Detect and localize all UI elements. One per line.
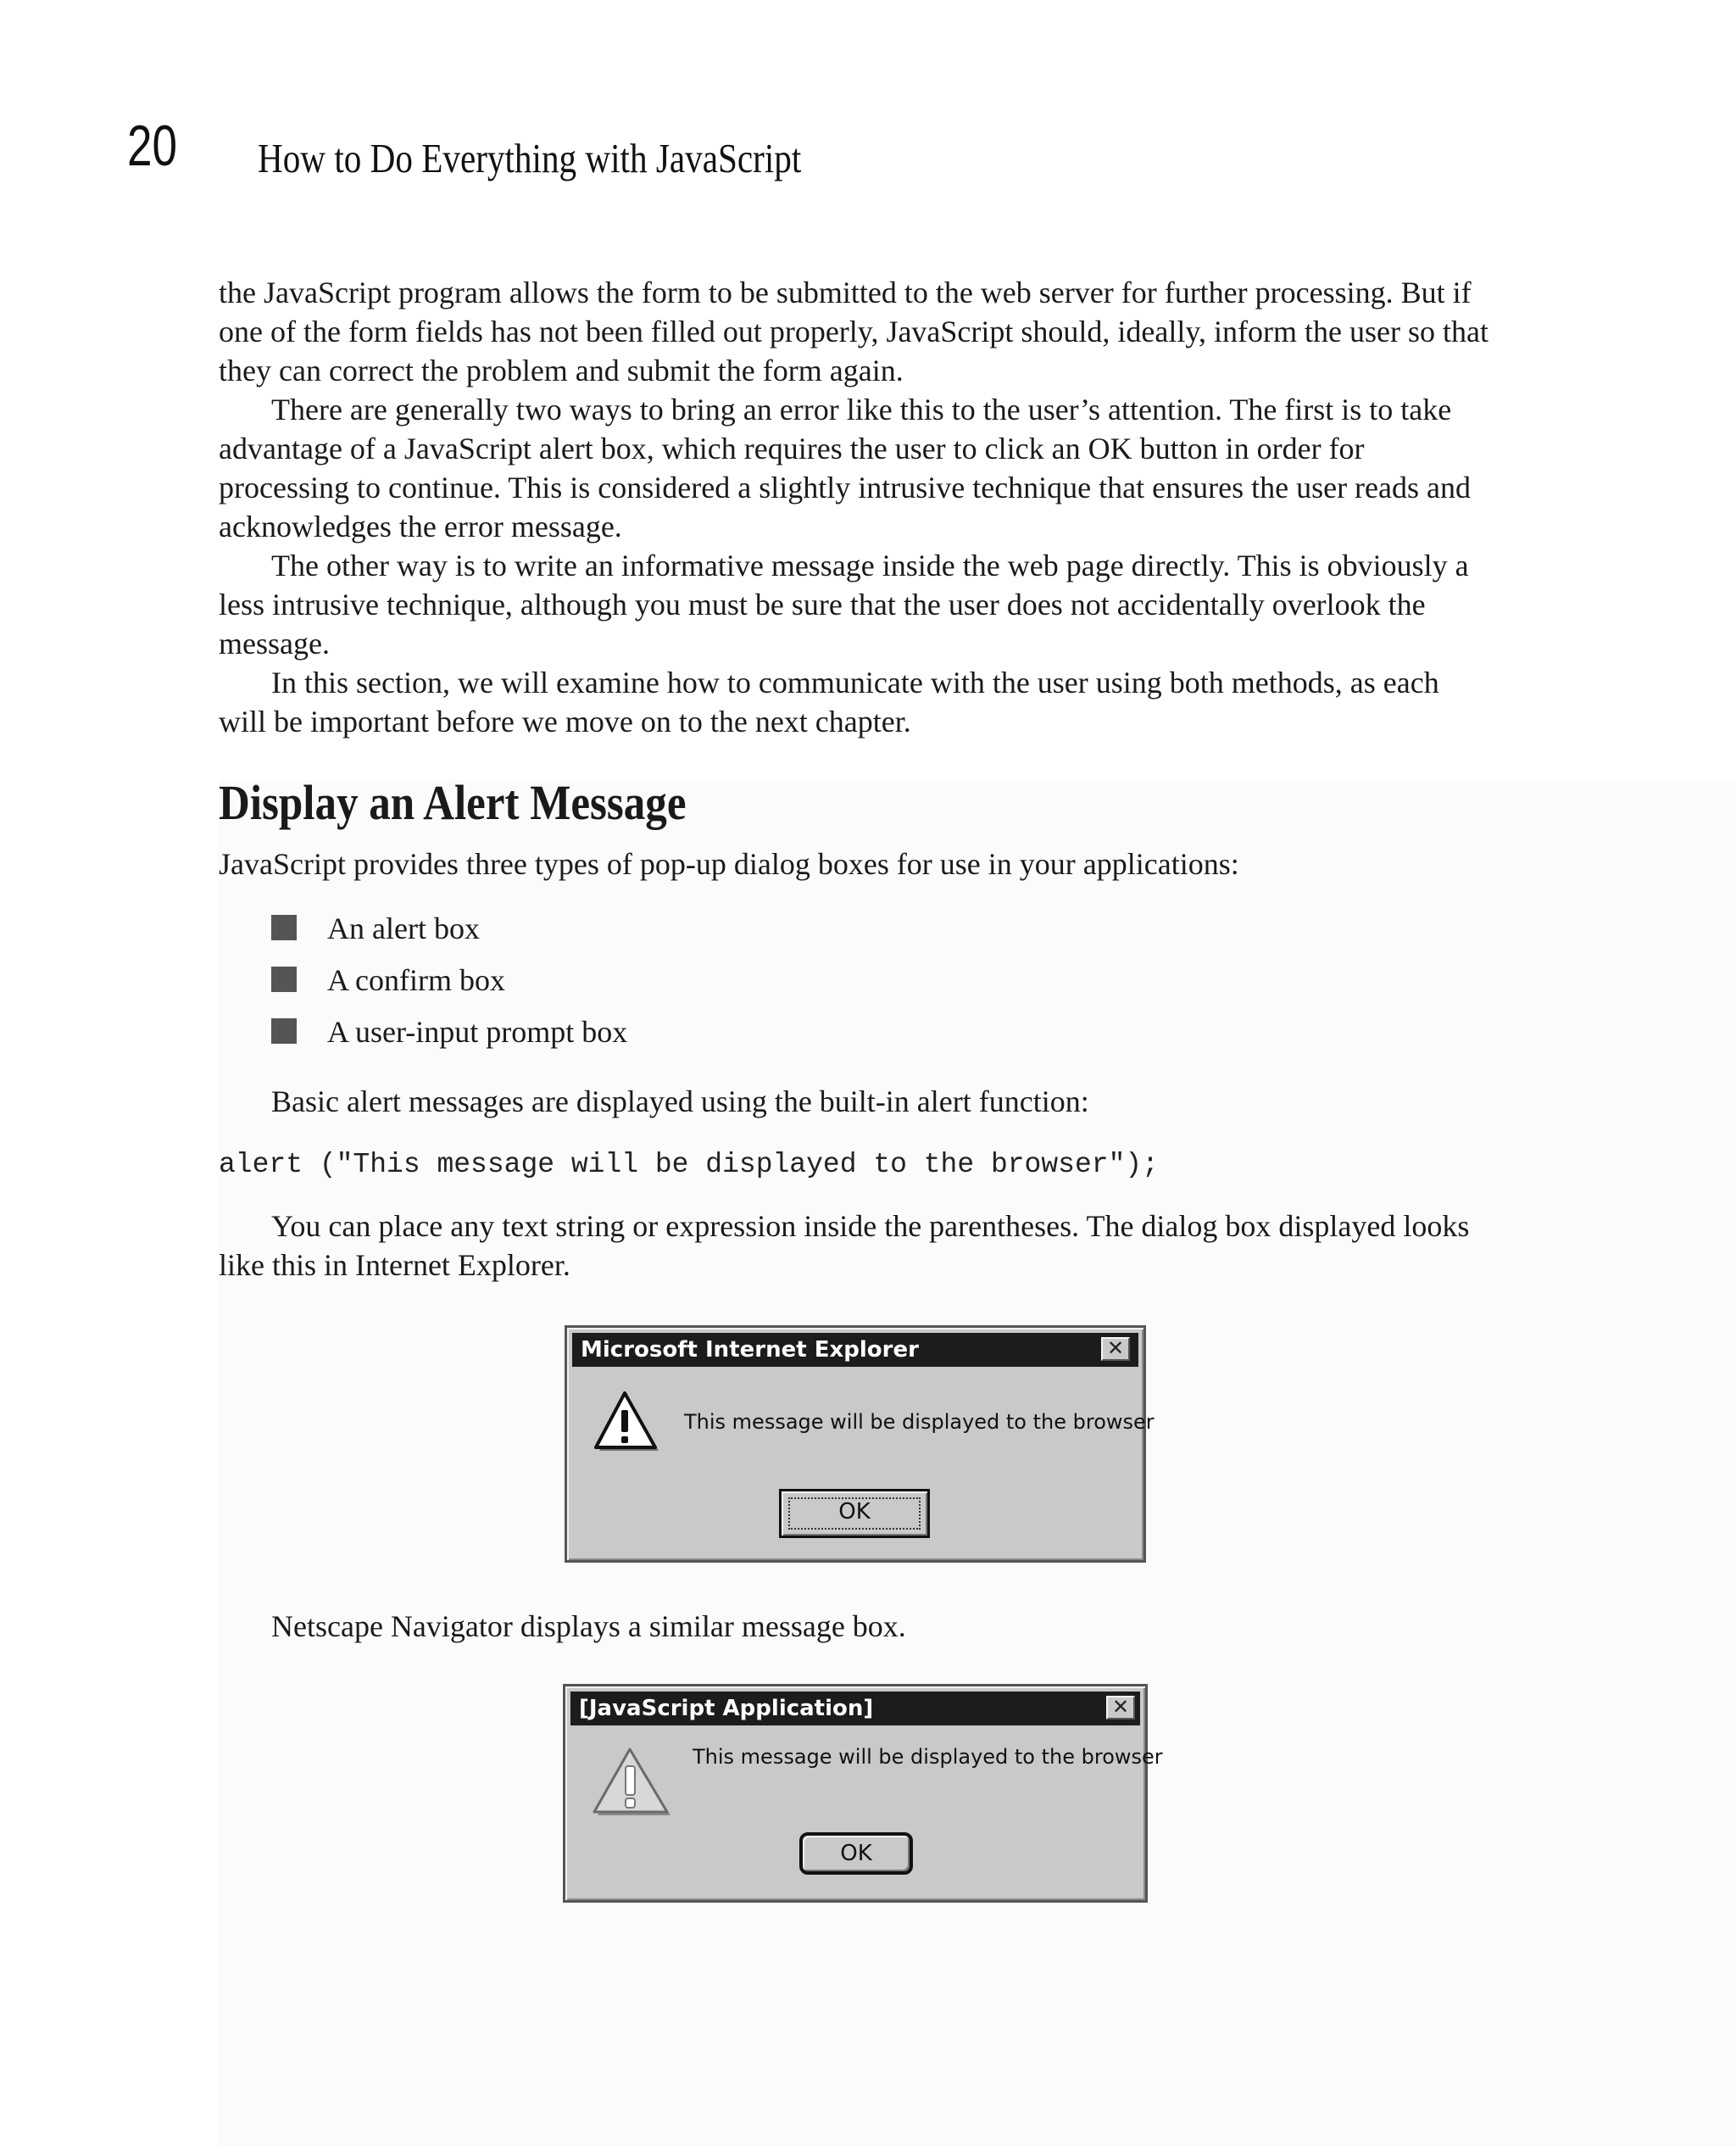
ie-alert-dialog — [565, 1325, 1155, 1563]
section-heading: Display an Alert Message — [219, 775, 687, 830]
close-icon[interactable]: ✕ — [1106, 1696, 1135, 1720]
square-bullet-icon — [271, 967, 297, 992]
dialog-title: Microsoft Internet Explorer — [581, 1337, 919, 1363]
list-item-label: A confirm box — [327, 963, 505, 997]
list-item — [271, 1012, 627, 1064]
square-bullet-icon — [271, 915, 297, 940]
basic-alert-text: Basic alert messages are displayed using the built-in alert function: — [271, 1084, 1089, 1118]
netscape-alert-dialog — [563, 1684, 1163, 1903]
dialog-title: [JavaScript Application] — [579, 1696, 874, 1721]
list-item — [271, 961, 627, 1012]
paragraph: The other way is to write an informative message inside the web page directly. This is obviously a less intrusive technique, although you must be sure that the user does not accidentally overlook the message. — [219, 549, 1469, 661]
section-intro: JavaScript provides three types of pop-up dialog boxes for use in your applications: — [219, 847, 1239, 881]
ok-button[interactable]: OK — [799, 1832, 913, 1875]
after-code-paragraph: You can place any text string or expression inside the parentheses. The dialog box displayed looks like this in Internet Explorer. — [219, 1209, 1470, 1282]
list-item-label: An alert box — [327, 911, 480, 945]
dialog-message: This message will be displayed to the browser — [693, 1745, 1163, 1769]
running-head: How to Do Everything with JavaScript — [258, 135, 802, 181]
warning-icon — [591, 1744, 676, 1820]
dialog-titlebar — [572, 1333, 1138, 1367]
bullet-list — [271, 909, 627, 1064]
dialog-titlebar — [570, 1692, 1140, 1725]
square-bullet-icon — [271, 1018, 297, 1044]
paragraph: the JavaScript program allows the form to be submitted to the web server for further processing. But if one of the form fields has not been filled out properly, JavaScript should, ideally, inform the user so that they can correct the problem and submit the form again. — [219, 276, 1488, 387]
body-text-block — [219, 273, 1490, 741]
code-sample: alert ("This message will be displayed to the browser"); — [219, 1149, 1159, 1180]
list-item — [271, 909, 627, 961]
list-item-label: A user-input prompt box — [327, 1015, 628, 1049]
paragraph: There are generally two ways to bring an error like this to the user’s attention. The first is to take advantage of a JavaScript alert box, which requires the user to click an OK button in order for processing to continue. This is considered a slightly intrusive technique that ensures the user reads and acknowledges the error message. — [219, 393, 1471, 543]
page-number: 20 — [127, 114, 177, 178]
paragraph: In this section, we will examine how to communicate with the user using both methods, as each will be important before we move on to the next chapter. — [219, 666, 1439, 739]
ok-button-label: OK — [788, 1497, 921, 1530]
ok-button[interactable] — [779, 1489, 930, 1538]
close-icon[interactable]: ✕ — [1101, 1337, 1130, 1361]
netscape-caption: Netscape Navigator displays a similar message box. — [271, 1609, 906, 1643]
warning-icon — [593, 1390, 662, 1456]
dialog-message: This message will be displayed to the browser — [684, 1410, 1155, 1434]
